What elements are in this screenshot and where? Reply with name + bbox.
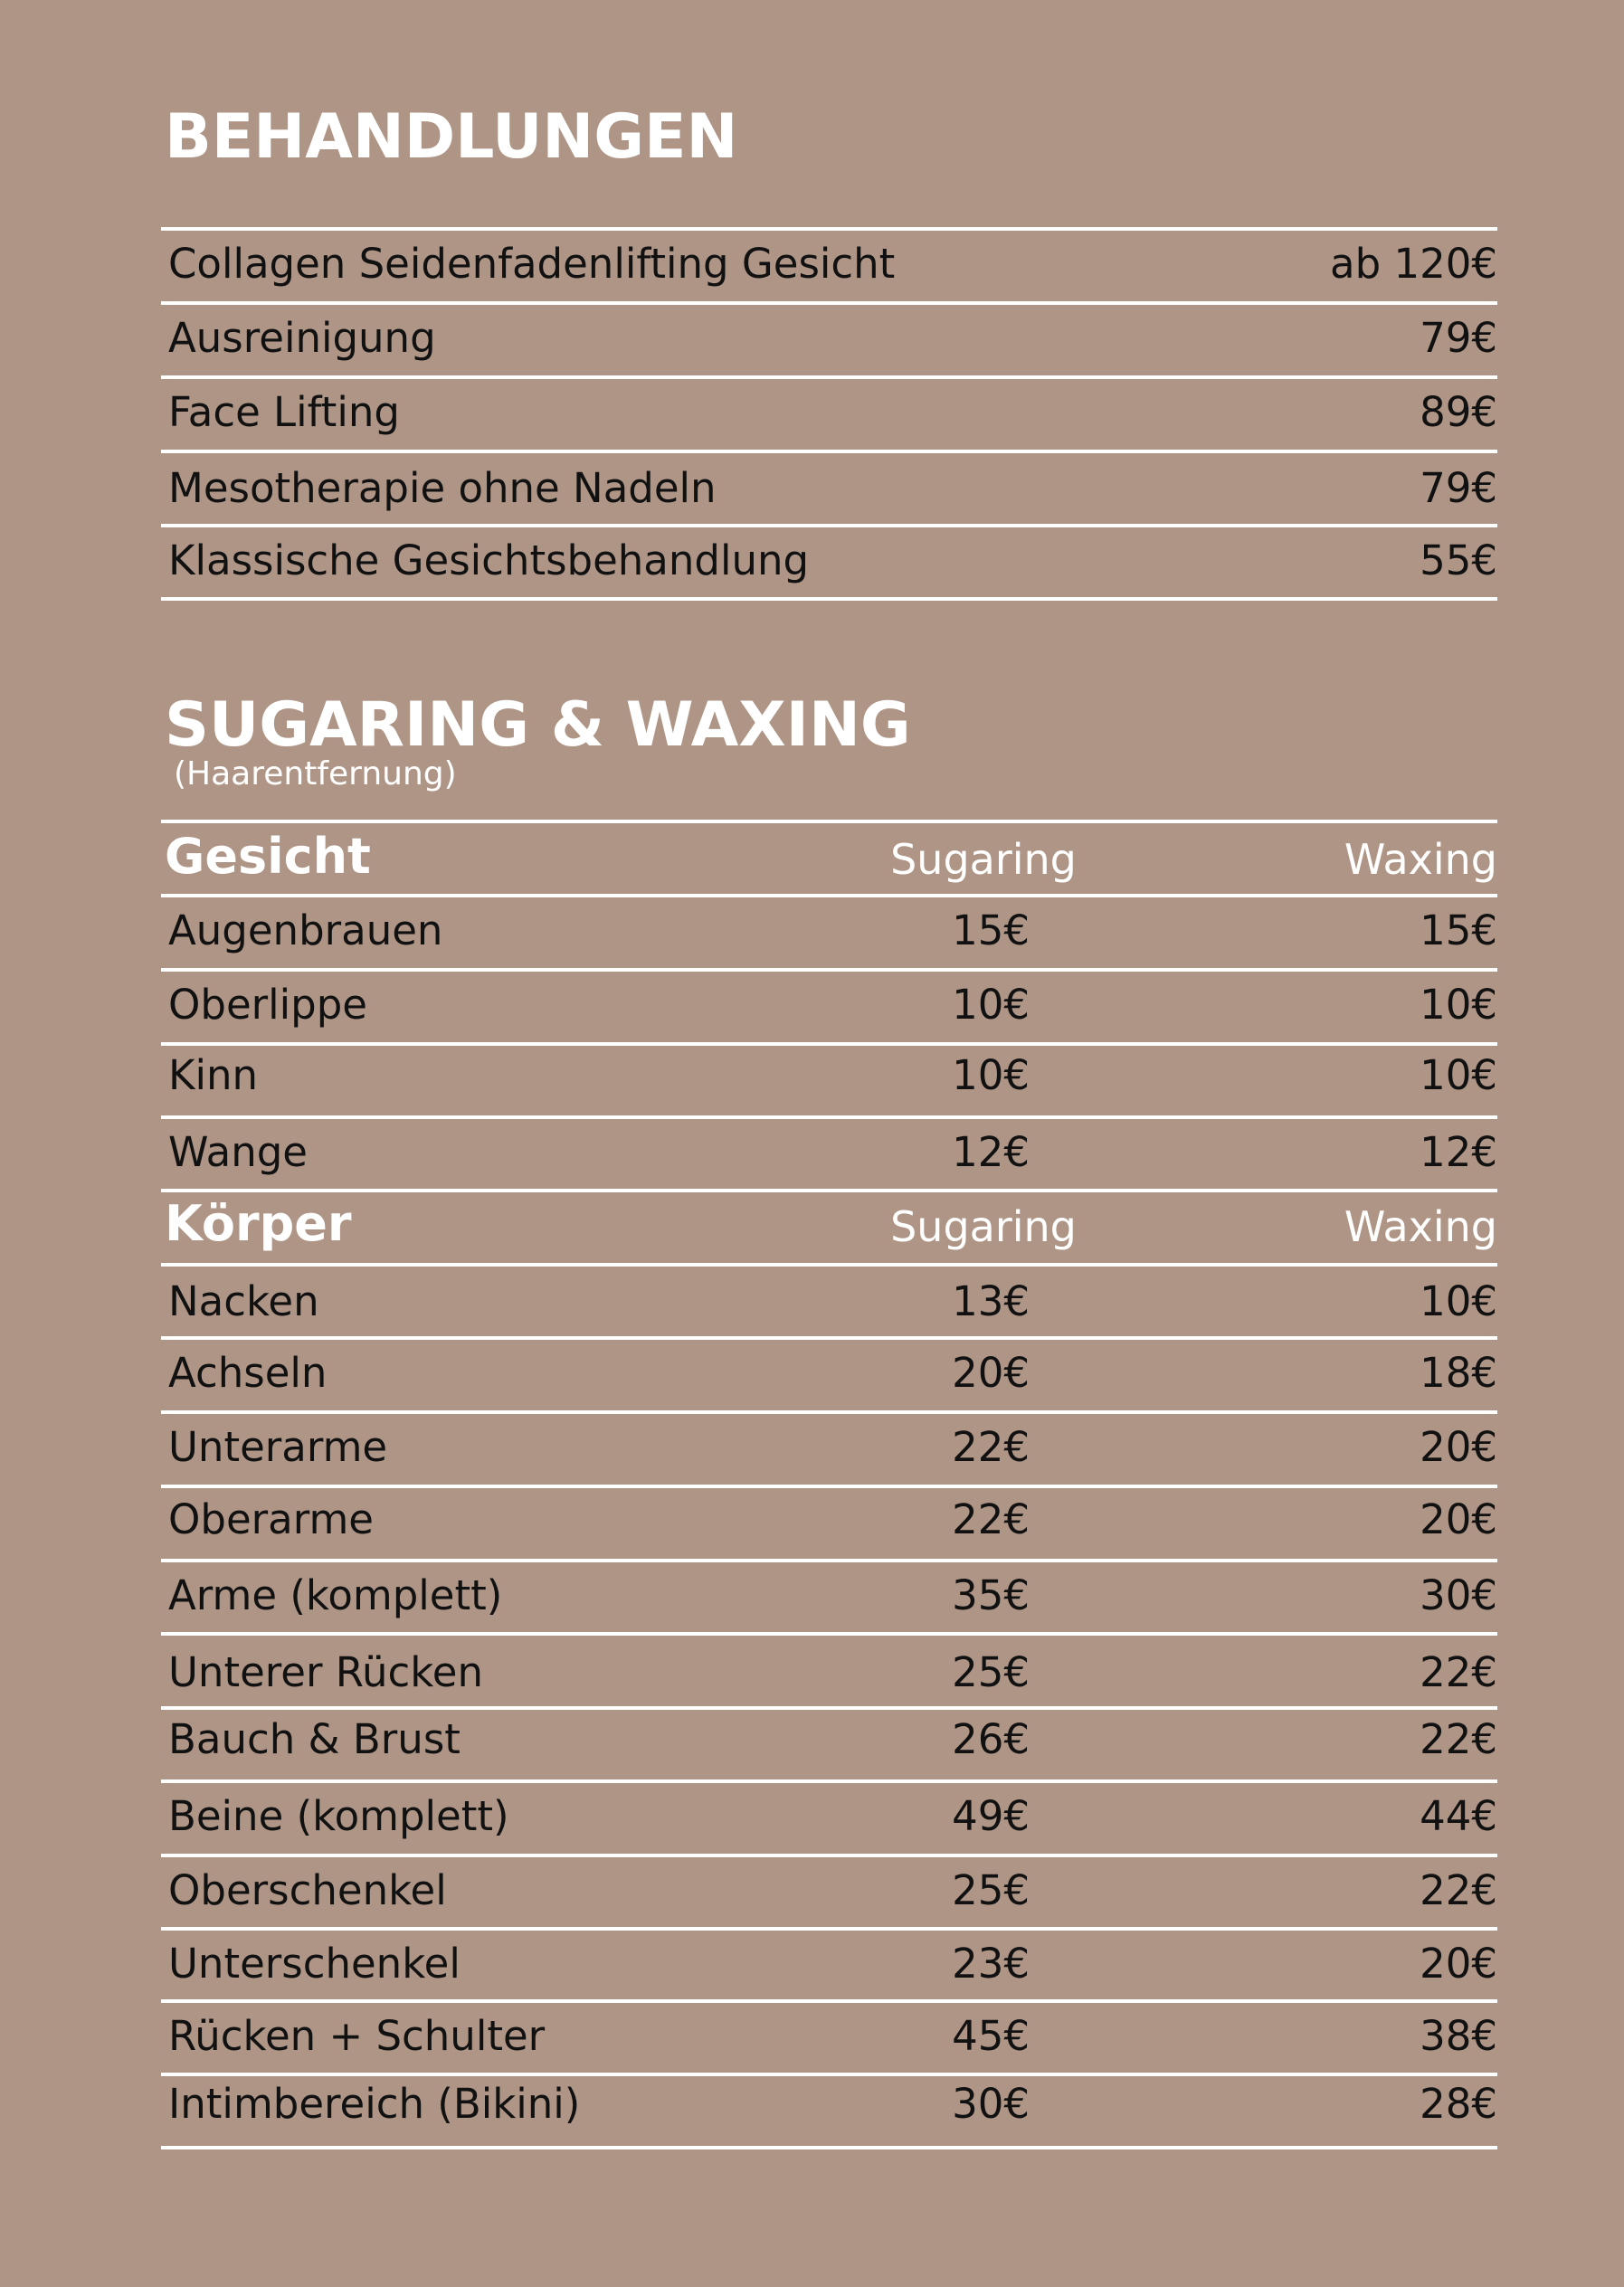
- table-row: [165, 896, 1497, 966]
- sugaring-price: 13€: [952, 1277, 1030, 1325]
- area-name: Wange: [168, 1128, 308, 1176]
- treatment-row: [165, 526, 1497, 596]
- table-row: [165, 2069, 1497, 2140]
- waxing-price: 15€: [1420, 906, 1497, 954]
- area-name: Achseln: [168, 1349, 328, 1397]
- koerper-heading: Körper: [165, 1195, 352, 1252]
- area-name: Unterarme: [168, 1423, 388, 1471]
- treatment-name: Face Lifting: [168, 388, 400, 436]
- divider: [161, 2146, 1497, 2149]
- area-name: Oberlippe: [168, 981, 367, 1029]
- sugaring-price: 20€: [952, 1349, 1030, 1397]
- waxing-price: 28€: [1420, 2080, 1497, 2128]
- table-row: [165, 1781, 1497, 1852]
- sugaring-title: SUGARING & WAXING: [165, 689, 911, 761]
- table-row: [165, 1929, 1497, 1999]
- waxing-price: 20€: [1420, 1423, 1497, 1471]
- waxing-price: 10€: [1420, 1277, 1497, 1325]
- area-name: Nacken: [168, 1277, 319, 1325]
- table-row: [165, 1117, 1497, 1188]
- sugaring-price: 26€: [952, 1715, 1030, 1763]
- area-name: Unterer Rücken: [168, 1648, 483, 1696]
- sugaring-price: 23€: [952, 1940, 1030, 1988]
- treatment-name: Klassische Gesichtsbehandlung: [168, 536, 810, 584]
- treatment-name: Ausreinigung: [168, 314, 436, 362]
- treatment-price: 79€: [1420, 314, 1497, 362]
- treatment-row: [165, 303, 1497, 374]
- table-row: [165, 1637, 1497, 1708]
- sugaring-price: 49€: [952, 1792, 1030, 1840]
- divider: [161, 597, 1497, 601]
- waxing-price: 20€: [1420, 1940, 1497, 1988]
- table-row: [165, 1338, 1497, 1409]
- waxing-price: 22€: [1420, 1866, 1497, 1914]
- waxing-price: 18€: [1420, 1349, 1497, 1397]
- area-name: Kinn: [168, 1051, 259, 1099]
- area-name: Augenbrauen: [168, 906, 443, 954]
- waxing-price: 12€: [1420, 1128, 1497, 1176]
- area-name: Arme (komplett): [168, 1571, 503, 1619]
- treatment-row: [165, 377, 1497, 448]
- waxing-price: 20€: [1420, 1495, 1497, 1543]
- table-row: [165, 2001, 1497, 2072]
- waxing-price: 22€: [1420, 1648, 1497, 1696]
- gesicht-heading: Gesicht: [165, 828, 371, 885]
- sugaring-price: 22€: [952, 1495, 1030, 1543]
- table-row: [165, 1704, 1497, 1775]
- koerper-header-row: [165, 1189, 1497, 1259]
- table-row: [165, 1855, 1497, 1926]
- waxing-price: 30€: [1420, 1571, 1497, 1619]
- treatment-price: ab 120€: [1330, 240, 1497, 288]
- table-row: [165, 1267, 1497, 1337]
- area-name: Beine (komplett): [168, 1792, 509, 1840]
- sugaring-price: 25€: [952, 1866, 1030, 1914]
- treatment-row: [165, 229, 1497, 299]
- area-name: Intimbereich (Bikini): [168, 2080, 581, 2128]
- area-name: Unterschenkel: [168, 1940, 461, 1988]
- waxing-price: 38€: [1420, 2012, 1497, 2060]
- waxing-price: 22€: [1420, 1715, 1497, 1763]
- area-name: Oberschenkel: [168, 1866, 447, 1914]
- treatment-name: Mesotherapie ohne Nadeln: [168, 464, 717, 512]
- table-row: [165, 1412, 1497, 1483]
- behandlungen-title: BEHANDLUNGEN: [165, 101, 738, 173]
- waxing-price: 44€: [1420, 1792, 1497, 1840]
- gesicht-header-row: [165, 821, 1497, 892]
- table-row: [165, 1485, 1497, 1555]
- sugaring-column-header: Sugaring: [890, 835, 1077, 884]
- sugaring-price: 10€: [952, 981, 1030, 1029]
- sugaring-price: 15€: [952, 906, 1030, 954]
- treatment-name: Collagen Seidenfadenlifting Gesicht: [168, 240, 896, 288]
- treatment-price: 79€: [1420, 464, 1497, 512]
- waxing-column-header: Waxing: [1344, 835, 1497, 884]
- table-row: [165, 1561, 1497, 1631]
- treatment-price: 55€: [1420, 536, 1497, 584]
- area-name: Oberarme: [168, 1495, 374, 1543]
- sugaring-price: 30€: [952, 2080, 1030, 2128]
- waxing-price: 10€: [1420, 981, 1497, 1029]
- sugaring-column-header: Sugaring: [890, 1202, 1077, 1251]
- sugaring-subtitle: (Haarentfernung): [174, 755, 457, 792]
- sugaring-price: 22€: [952, 1423, 1030, 1471]
- table-row: [165, 1040, 1497, 1111]
- sugaring-price: 12€: [952, 1128, 1030, 1176]
- treatment-price: 89€: [1420, 388, 1497, 436]
- sugaring-price: 10€: [952, 1051, 1030, 1099]
- sugaring-price: 35€: [952, 1571, 1030, 1619]
- sugaring-price: 45€: [952, 2012, 1030, 2060]
- area-name: Bauch & Brust: [168, 1715, 461, 1763]
- waxing-column-header: Waxing: [1344, 1202, 1497, 1251]
- divider: [161, 1632, 1497, 1636]
- area-name: Rücken + Schulter: [168, 2012, 546, 2060]
- treatment-row: [165, 453, 1497, 524]
- waxing-price: 10€: [1420, 1051, 1497, 1099]
- sugaring-price: 25€: [952, 1648, 1030, 1696]
- table-row: [165, 970, 1497, 1040]
